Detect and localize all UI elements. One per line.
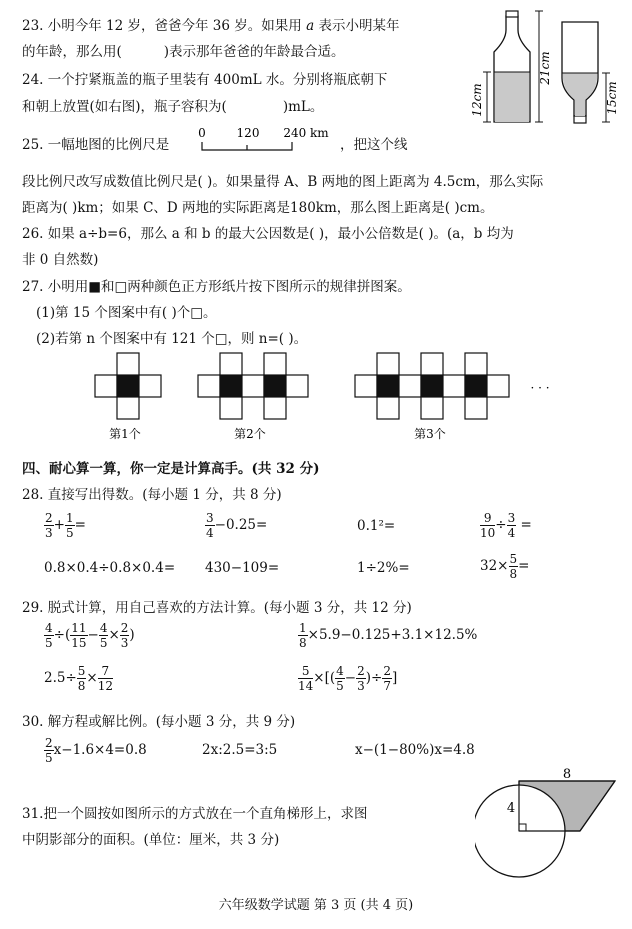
q28-r1-a: $\frac{2}{3}$ + $\frac{1}{5}$ =	[45, 511, 86, 540]
white-square	[377, 353, 399, 375]
q30-title: 30. 解方程或解比例。(每小题 3 分，共 9 分)	[22, 714, 296, 730]
scale-tick-120: 120	[236, 126, 260, 140]
black-square	[264, 375, 286, 397]
white-square	[487, 375, 509, 397]
q28-r1-d: $\frac{9}{10}$ ÷ $\frac{3}{4}$ =	[480, 511, 532, 540]
white-square	[139, 375, 161, 397]
black-square	[220, 375, 242, 397]
q26-line2: 非 0 自然数)	[22, 252, 99, 268]
q27-sub1: (1)第 15 个图案中有( )个□。	[36, 305, 217, 321]
scale-bar	[198, 124, 338, 154]
circle-trapezoid-figure	[475, 768, 625, 880]
page-footer: 六年级数学试题 第 3 页 (共 4 页)	[218, 898, 414, 913]
dim-21cm: 21cm	[538, 51, 552, 85]
scale-tick-0: 0	[198, 126, 206, 140]
q29-e1: $\frac{4}{5}$ ÷( $\frac{11}{15}$ − $\frac{4}{5}$ × $\frac{2}{3}$ )	[45, 621, 135, 650]
q29-e2: $\frac{1}{8}$ ×5.9−0.125+3.1×12.5%	[299, 621, 478, 650]
label-8: 8	[562, 768, 572, 782]
q28-r2-b: 430−109=	[205, 560, 280, 576]
q26-line1: 26. 如果 a÷b=6，那么 a 和 b 的最大公因数是( )，最小公倍数是( )。(a，b 均为	[22, 226, 514, 242]
bottles-figure	[470, 8, 620, 130]
white-square	[421, 353, 443, 375]
q27-sub2: (2)若第 n 个图案中有 121 个□，则 n=( )。	[36, 331, 308, 347]
q31-line2: 中阴影部分的面积。(单位：厘米，共 3 分)	[22, 832, 280, 848]
white-square	[286, 375, 308, 397]
white-square	[117, 397, 139, 419]
white-square	[264, 397, 286, 419]
q28-r2-a: 0.8×0.4÷0.8×0.4=	[44, 560, 176, 576]
white-square	[264, 353, 286, 375]
white-square	[465, 397, 487, 419]
white-square	[242, 375, 264, 397]
white-square	[95, 375, 117, 397]
q28-title: 28. 直接写出得数。(每小题 1 分，共 8 分)	[22, 487, 282, 503]
q28-r1-b: $\frac{3}{4}$ −0.25=	[206, 511, 268, 540]
white-square	[399, 375, 421, 397]
q30-e2: 2x:2.5=3:5	[202, 742, 278, 758]
pattern-label-2: 第2个	[234, 427, 266, 441]
pattern-ellipsis: · · ·	[530, 381, 550, 395]
dim-12cm: 12cm	[470, 83, 484, 117]
q23-line2: 的年龄，那么用( )表示那年爸爸的年龄最合适。	[22, 44, 345, 60]
white-square	[198, 375, 220, 397]
q27-line1: 27. 小明用■和□两种颜色正方形纸片按下图所示的规律拼图案。	[22, 279, 411, 295]
scale-tick-240: 240 km	[283, 126, 329, 140]
q30-e1: $\frac{2}{5}$ x−1.6×4=0.8	[45, 736, 147, 765]
q29-title: 29. 脱式计算，用自己喜欢的方法计算。(每小题 3 分，共 12 分)	[22, 600, 412, 616]
pattern-label-1: 第1个	[109, 427, 141, 441]
black-square	[421, 375, 443, 397]
white-square	[377, 397, 399, 419]
q24-line1: 24. 一个拧紧瓶盖的瓶子里装有 400mL 水。分别将瓶底朝下	[22, 72, 388, 88]
white-square	[443, 375, 465, 397]
q24-line2: 和朝上放置(如右图)，瓶子容积为( )mL。	[22, 99, 324, 115]
q25-line1a: 25. 一幅地图的比例尺是	[22, 137, 170, 153]
water-upright	[495, 72, 529, 122]
white-square	[421, 397, 443, 419]
tile-patterns	[90, 350, 560, 445]
q23-line1: 23. 小明今年 12 岁，爸爸今年 36 岁。如果用 a 表示小明某年	[22, 18, 400, 34]
q28-r2-d: 32× $\frac{5}{8}$ =	[480, 552, 530, 581]
black-square	[117, 375, 139, 397]
dim-15cm: 15cm	[605, 81, 619, 115]
q29-e4: $\frac{5}{14}$ ×[( $\frac{4}{5}$ − $\frac{2}{3}$ )÷ $\frac{2}{7}$ ]	[298, 664, 398, 693]
label-4: 4	[506, 801, 516, 816]
white-square	[355, 375, 377, 397]
q30-e3: x−(1−80%)x=4.8	[355, 742, 475, 758]
q25-line2: 段比例尺改写成数值比例尺是( )。如果量得 A、B 两地的图上距离为 4.5cm，那么实际	[22, 174, 544, 190]
q25-line3: 距离为( )km；如果 C、D 两地的实际距离是180km，那么图上距离是( )cm。	[22, 200, 494, 216]
white-square	[465, 353, 487, 375]
q28-r2-c: 1÷2%=	[357, 560, 410, 576]
q28-r1-c: 0.1²=	[357, 518, 396, 534]
q25-line1b: ，把这个线	[340, 137, 408, 153]
q31-line1: 31.把一个圆按如图所示的方式放在一个直角梯形上，求图	[22, 806, 368, 822]
black-square	[377, 375, 399, 397]
white-square	[220, 397, 242, 419]
black-square	[465, 375, 487, 397]
section4-title: 四、耐心算一算，你一定是计算高手。(共 32 分)	[22, 461, 320, 477]
white-square	[117, 353, 139, 375]
pattern-label-3: 第3个	[414, 427, 446, 441]
q29-e3: 2.5÷ $\frac{5}{8}$ × $\frac{7}{12}$	[44, 664, 114, 693]
white-square	[220, 353, 242, 375]
